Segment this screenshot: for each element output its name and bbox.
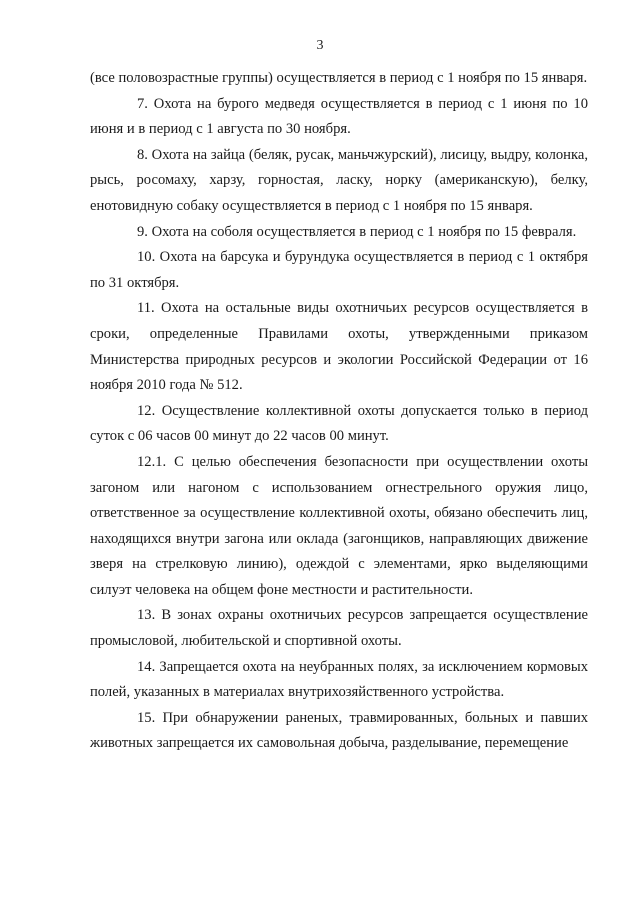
document-body xyxy=(90,66,588,757)
paragraph-15: 15. При обнаружении раненых, травмированных, больных и павших животных запрещается их самовольная добыча, разделывание, перемещение xyxy=(90,709,588,752)
paragraph-11: 11. Охота на остальные виды охотничьих ресурсов осуществляется в сроки, определенные Правилами охоты, утвержденными приказом Министерства природных ресурсов и экологии Российской Федерации от 16 ноября 2010 года № 512. xyxy=(90,300,588,394)
paragraph-continuation: (все половозрастные группы) осуществляется в период с 1 ноября по 15 января. xyxy=(90,70,588,86)
page-number: 3 xyxy=(316,38,324,53)
paragraph-13: 13. В зонах охраны охотничьих ресурсов запрещается осуществление промысловой, любительской и спортивной охоты. xyxy=(90,607,588,650)
paragraph-7: 7. Охота на бурого медведя осуществляется в период с 1 июня по 10 июня и в период с 1 августа по 30 ноября. xyxy=(90,95,588,138)
paragraph-10: 10. Охота на барсука и бурундука осуществляется в период с 1 октября по 31 октября. xyxy=(90,249,588,291)
paragraph-12: 12. Осуществление коллективной охоты допускается только в период суток с 06 часов 00 минут до 22 часов 00 минут. xyxy=(90,402,588,445)
paragraph-12-1: 12.1. С целью обеспечения безопасности при осуществлении охоты загоном или нагоном с использованием огнестрельного оружия лицо, ответственное за осуществление коллективной охоты, обязано обеспечить лиц, находящихся внутри загона или оклада (загонщиков, направляющих движение зверя на стрелковую линию), одеждой с элементами, ярко выделяющими силуэт человека на общем фоне местности и растительности. xyxy=(90,453,588,598)
paragraph-14: 14. Запрещается охота на неубранных полях, за исключением кормовых полей, указанных в материалах внутрихозяйственного устройства. xyxy=(90,658,588,701)
paragraph-8: 8. Охота на зайца (беляк, русак, маньчжурский), лисицу, выдру, колонка, рысь, росомаху, харзу, горностая, ласку, норку (американскую), белку, енотовидную собаку осуществляется в период с 1 ноября по 15 января. xyxy=(90,146,588,214)
paragraph-9: 9. Охота на соболя осуществляется в период с 1 ноября по 15 февраля. xyxy=(137,223,577,240)
